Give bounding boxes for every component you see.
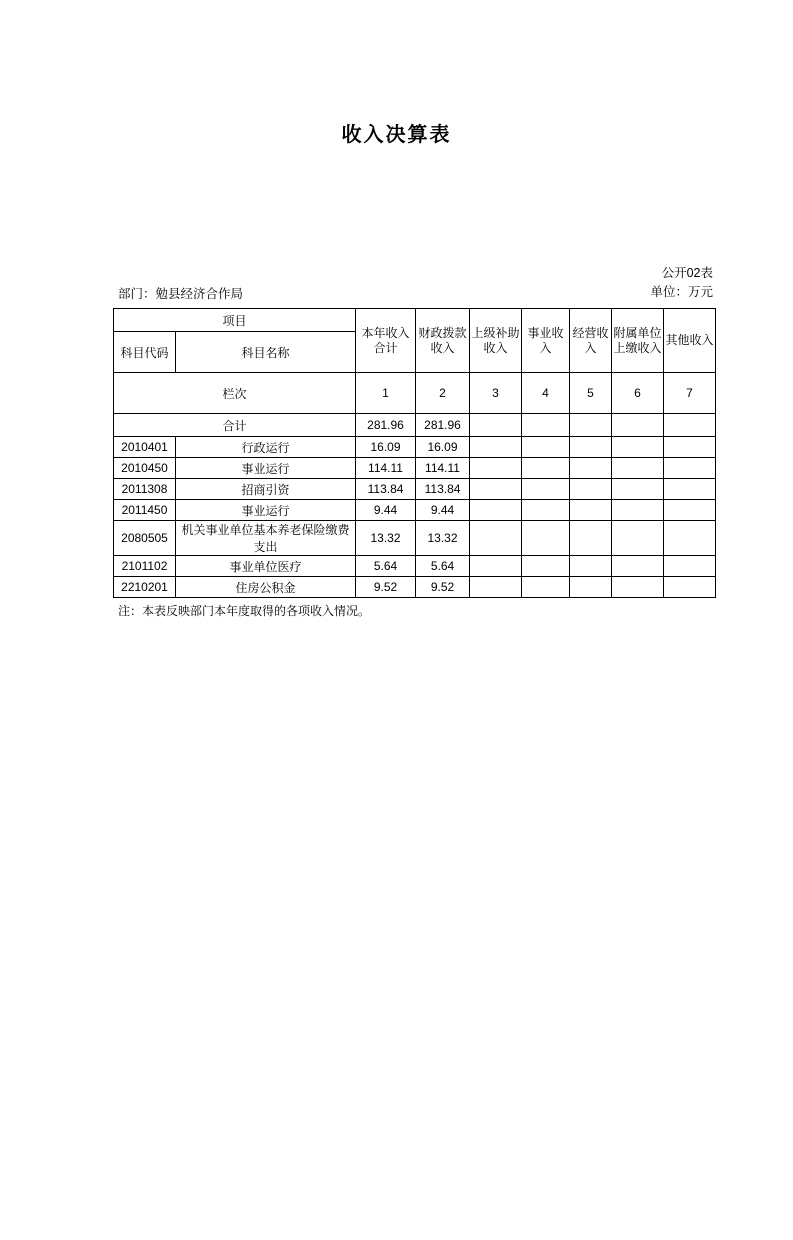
total-value-2 (470, 414, 522, 437)
row-name: 行政运行 (176, 437, 356, 458)
row-code: 2080505 (114, 521, 176, 556)
row-value-0: 9.44 (356, 500, 416, 521)
row-value-0: 9.52 (356, 577, 416, 598)
row-value-5 (612, 437, 664, 458)
row-value-0: 16.09 (356, 437, 416, 458)
total-value-5 (612, 414, 664, 437)
row-name: 事业单位医疗 (176, 556, 356, 577)
header-col-2: 上级补助收入 (470, 309, 522, 373)
income-final-accounts-table (113, 308, 716, 598)
rank-value-5: 6 (612, 373, 664, 414)
header-group-item: 项目 (114, 309, 356, 332)
total-value-0: 281.96 (356, 414, 416, 437)
row-code: 2011450 (114, 500, 176, 521)
row-value-6 (664, 521, 716, 556)
row-value-0: 13.32 (356, 521, 416, 556)
row-value-6 (664, 556, 716, 577)
table-row (114, 479, 716, 500)
row-value-5 (612, 500, 664, 521)
header-col-0: 本年收入合计 (356, 309, 416, 373)
total-label: 合计 (114, 414, 356, 437)
row-value-6 (664, 577, 716, 598)
header-col-6: 其他收入 (664, 309, 716, 373)
table-row (114, 500, 716, 521)
row-value-3 (522, 577, 570, 598)
row-value-2 (470, 458, 522, 479)
income-table-container (113, 308, 715, 598)
row-value-3 (522, 500, 570, 521)
row-value-2 (470, 521, 522, 556)
page (0, 118, 793, 1240)
row-value-3 (522, 479, 570, 500)
row-value-4 (570, 521, 612, 556)
row-value-2 (470, 479, 522, 500)
row-value-5 (612, 521, 664, 556)
row-name: 住房公积金 (176, 577, 356, 598)
row-code: 2101102 (114, 556, 176, 577)
row-name: 事业运行 (176, 458, 356, 479)
document-meta-right (650, 264, 713, 303)
row-code: 2010450 (114, 458, 176, 479)
row-value-2 (470, 556, 522, 577)
header-subject-name: 科目名称 (176, 332, 356, 373)
row-value-6 (664, 458, 716, 479)
table-row (114, 577, 716, 598)
row-value-1: 113.84 (416, 479, 470, 500)
row-value-0: 5.64 (356, 556, 416, 577)
total-value-6 (664, 414, 716, 437)
row-code: 2210201 (114, 577, 176, 598)
row-value-5 (612, 556, 664, 577)
header-col-1: 财政拨款收入 (416, 309, 470, 373)
row-value-4 (570, 458, 612, 479)
row-value-3 (522, 437, 570, 458)
row-value-0: 113.84 (356, 479, 416, 500)
rank-value-6: 7 (664, 373, 716, 414)
row-value-2 (470, 437, 522, 458)
row-value-3 (522, 521, 570, 556)
row-name: 事业运行 (176, 500, 356, 521)
row-value-1: 114.11 (416, 458, 470, 479)
row-value-5 (612, 577, 664, 598)
total-value-1: 281.96 (416, 414, 470, 437)
row-value-1: 13.32 (416, 521, 470, 556)
row-value-6 (664, 437, 716, 458)
header-col-3: 事业收入 (522, 309, 570, 373)
row-value-6 (664, 479, 716, 500)
total-value-3 (522, 414, 570, 437)
table-header-row-group (114, 309, 716, 332)
rank-value-4: 5 (570, 373, 612, 414)
table-row (114, 437, 716, 458)
form-number: 公开02表 (661, 266, 713, 280)
total-row (114, 414, 716, 437)
row-value-1: 5.64 (416, 556, 470, 577)
row-value-5 (612, 479, 664, 500)
header-col-5: 附属单位上缴收入 (612, 309, 664, 373)
row-value-1: 16.09 (416, 437, 470, 458)
row-value-3 (522, 458, 570, 479)
header-subject-code: 科目代码 (114, 332, 176, 373)
row-name: 机关事业单位基本养老保险缴费支出 (176, 521, 356, 556)
rank-row (114, 373, 716, 414)
rank-value-1: 2 (416, 373, 470, 414)
row-value-4 (570, 577, 612, 598)
page-title: 收入决算表 (341, 124, 452, 146)
row-value-3 (522, 556, 570, 577)
row-value-6 (664, 500, 716, 521)
unit-label: 单位：万元 (650, 285, 713, 300)
row-value-2 (470, 577, 522, 598)
total-value-4 (570, 414, 612, 437)
row-value-1: 9.44 (416, 500, 470, 521)
rank-value-2: 3 (470, 373, 522, 414)
table-note: 注：本表反映部门本年度取得的各项收入情况。 (118, 604, 371, 618)
row-value-4 (570, 437, 612, 458)
rank-value-3: 4 (522, 373, 570, 414)
row-code: 2011308 (114, 479, 176, 500)
rank-label: 栏次 (114, 373, 356, 414)
table-row (114, 458, 716, 479)
row-value-0: 114.11 (356, 458, 416, 479)
table-row (114, 556, 716, 577)
row-value-4 (570, 556, 612, 577)
row-name: 招商引资 (176, 479, 356, 500)
rank-value-0: 1 (356, 373, 416, 414)
header-col-4: 经营收入 (570, 309, 612, 373)
row-value-2 (470, 500, 522, 521)
row-value-1: 9.52 (416, 577, 470, 598)
row-value-4 (570, 500, 612, 521)
row-code: 2010401 (114, 437, 176, 458)
row-value-4 (570, 479, 612, 500)
table-row (114, 521, 716, 556)
department-label: 部门：勉县经济合作局 (118, 287, 244, 301)
row-value-5 (612, 458, 664, 479)
